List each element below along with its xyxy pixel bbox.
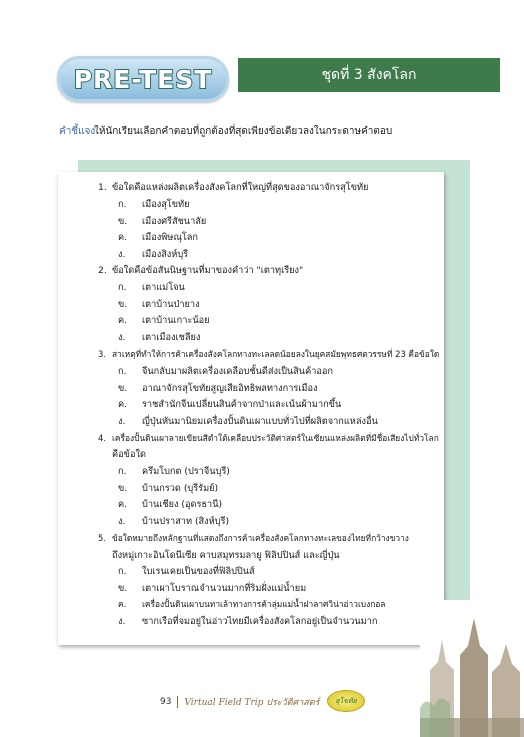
pre-test-label: PRE-TEST (73, 64, 213, 94)
option-key: ง. (118, 332, 126, 343)
option-text: อาณาจักรสุโขทัยสูญเสียอิทธิพลทางการเมือง (142, 383, 318, 394)
option-text: เมืองสิงห์บุรี (142, 249, 189, 260)
temple-ruins-image (420, 600, 524, 737)
option-text: ครึมโบกต (ปราจีนบุรี) (142, 466, 230, 477)
set-title: ชุดที่ 3 สังคโลก (321, 67, 417, 83)
option-key: ค. (118, 232, 128, 243)
option-text: เครื่องปั้นดินเผาบนทาเล้าทางการค้าลุ่มแม่น้ำฝาลาศวิน่าอ่าวเบงกอล (142, 599, 386, 609)
option-key: ก. (118, 566, 127, 577)
option-key: ก. (118, 366, 127, 377)
option-key: ง. (118, 249, 126, 260)
question-number: 3. (98, 349, 106, 359)
option-key: ค. (118, 499, 128, 510)
option-key: ง. (118, 416, 126, 427)
question-sheet (58, 172, 444, 645)
option-key: ค. (118, 599, 127, 609)
sukhothai-logo (327, 690, 365, 712)
option-key: ข. (118, 299, 128, 310)
option-text: เตาบ้านป่ายาง (142, 299, 200, 310)
question-text: สาเหตุที่ทำให้การค้าเครื่องสังคโลกทางทะเลลดน้อยลงในยุคสมัยพุทธศตวรรษที่ 23 คือข้อใด (112, 349, 440, 359)
footer-title: Virtual Field Trip ประวัติศาสตร์ (184, 698, 320, 708)
option-key: ง. (118, 616, 126, 627)
option-key: ข. (118, 583, 128, 594)
question-text-line-2: คือข้อใด (112, 449, 146, 460)
option-text: เมืองศรีสัชนาลัย (142, 216, 207, 227)
option-key: ก. (118, 199, 127, 210)
option-text: เมืองพิษณุโลก (142, 232, 198, 243)
pre-test-badge (57, 56, 229, 102)
option-key: ค. (118, 315, 128, 326)
option-text: จีนกลับมาผลิตเครื่องเคลือบชั้นดีส่งเป็นสินค้าออก (142, 366, 333, 377)
logo-text: สุโขทัย (335, 696, 357, 705)
option-key: ข. (118, 483, 128, 494)
option-key: ง. (118, 516, 126, 527)
option-text: ญี่ปุ่นหันมานิยมเครื่องปั้นดินเผาแบบทั่วไปที่ผลิตจากแหล่งอื่น (142, 416, 378, 427)
option-text: บ้านปราสาท (สิงห์บุรี) (142, 516, 230, 527)
option-key: ก. (118, 466, 127, 477)
option-key: ก. (118, 282, 127, 293)
instructions-text: ให้นักเรียนเลือกคำตอบที่ถูกต้องที่สุดเพียงข้อเดียวลงในกระดาษคำตอบ (94, 126, 393, 137)
option-text: บ้านเชียง (อุดรธานี) (142, 499, 223, 510)
instructions-label: คำชี้แจง (59, 126, 96, 137)
option-text: เตาเมืองเชลียง (142, 332, 201, 343)
option-key: ค. (118, 399, 128, 410)
question-number: 5. (98, 533, 106, 543)
question-number: 1. (98, 182, 107, 193)
option-text: ราชสำนักจีนเปลี่ยนสินค้าจากป่าและเน้นผ้ามากขึ้น (142, 399, 342, 410)
option-text: ใบเรนเคยเป็นของที่ฟิลิปปินส์ (142, 566, 255, 577)
footer (160, 693, 319, 711)
option-key: ข. (118, 216, 128, 227)
option-key: ข. (118, 383, 128, 394)
question-number: 4. (98, 433, 106, 443)
set-title-bar (238, 58, 500, 92)
question-number: 2. (98, 265, 107, 276)
page-number: 93 (160, 697, 172, 707)
question-text: ข้อใดหมายถึงหลักฐานที่แสดงถึงการค้าเครื่องสังคโลกทางทะเลของไทยที่กว้างขวาง (112, 533, 409, 543)
option-text: เตาเผาโบราณจำนวนมากที่ริมฝั่งแม่น้ำยม (142, 583, 307, 594)
question-text: เครื่องปั้นดินเผาลายเขียนสีดำใต้เคลือบประวัติศาสตร์ในเซียนแหล่งผลิตที่มีชื่อเสียงไปทั่วโลก (112, 433, 439, 443)
option-text: เมืองสุโขทัย (142, 199, 190, 210)
option-text: บ้านกรวด (บุรีรัมย์) (142, 483, 219, 494)
question-text: ข้อใดคือข้อสันนิษฐานที่มาของคำว่า "เตาทุเรียง" (112, 265, 304, 276)
option-text: ซากเรือที่จมอยู่ในอ่าวไทยมีเครื่องสังคโลกอยู่เป็นจำนวนมาก (142, 616, 378, 627)
option-text: เตาแม่โจน (142, 282, 185, 293)
question-text: ข้อใดคือแหล่งผลิตเครื่องสังคโลกที่ใหญ่ที่สุดของอาณาจักรสุโขทัย (112, 182, 369, 193)
question-text-line-2: ถึงหมู่เกาะอินโดนีเซีย คาบสมุทรมลายู ฟิลิปปินส์ และญี่ปุ่น (112, 550, 340, 561)
footer-divider (177, 696, 178, 708)
option-text: เตาบ้านเกาะน้อย (142, 315, 210, 326)
